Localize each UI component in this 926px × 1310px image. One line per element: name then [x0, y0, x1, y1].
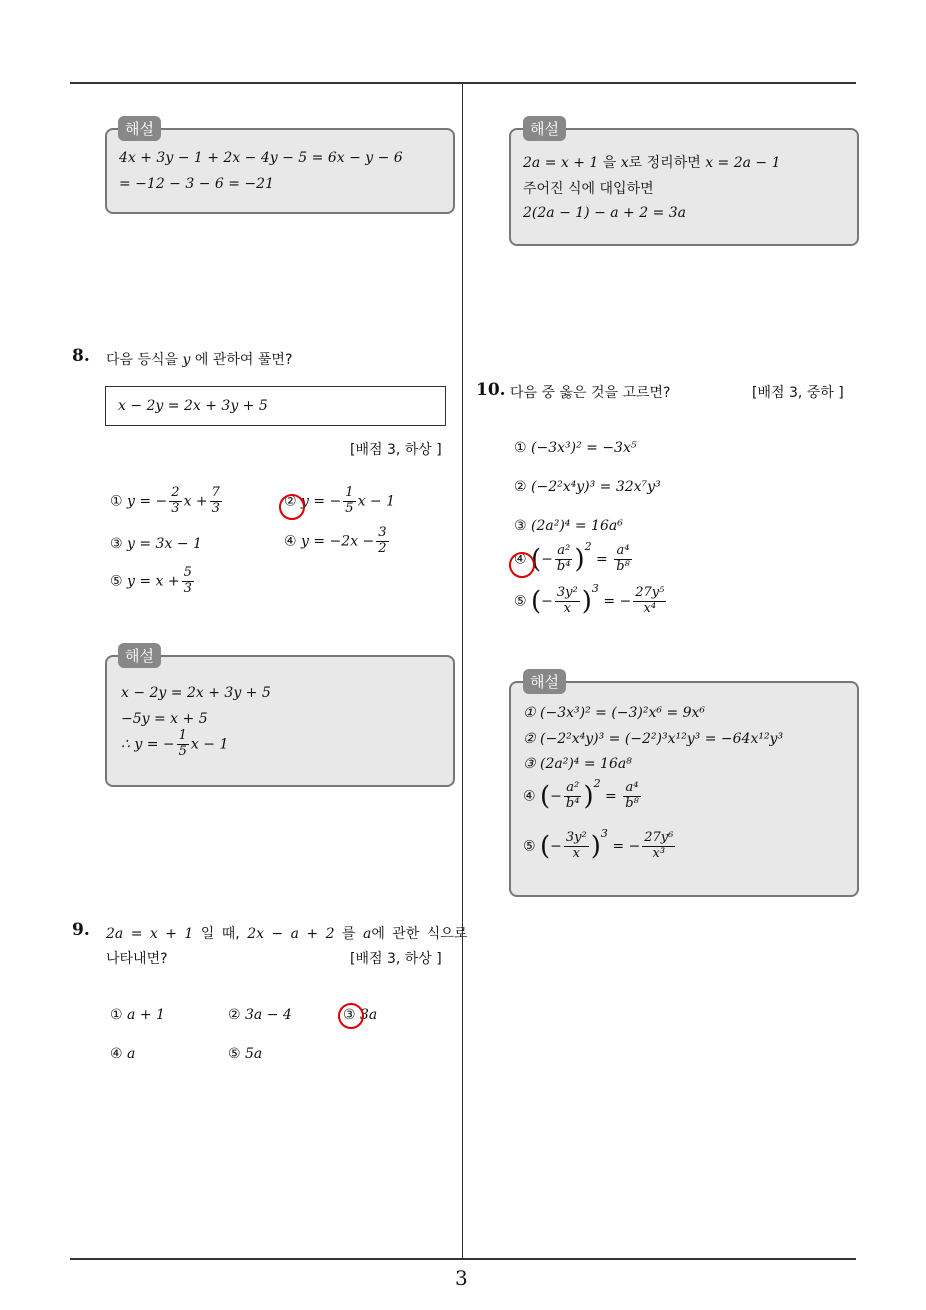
option-text: y = − [301, 493, 342, 510]
question-text-line2: 나타내면? [106, 951, 168, 967]
solution-line: 2a = x + 1 을 x로 정리하면 x = 2a − 1 [523, 155, 781, 171]
fraction: $\frac{5}{3}$ [183, 565, 192, 596]
question-text-part: 에 관하여 풀면? [194, 352, 293, 368]
fraction: $\frac{\text{3y²}}{x}$ [556, 585, 578, 616]
solution-tag: 해설 [523, 116, 566, 141]
option-text: y = −2x − [301, 533, 375, 550]
option-text: y = − [127, 493, 168, 510]
option-4[interactable]: ④ (− $\frac{\text{a²}}{\text{b⁴}}$ )$^2$ = $\frac{\text{a⁴}}{\text{b⁸}}$ [514, 539, 630, 575]
solution-line: −5y = x + 5 [121, 711, 208, 727]
solution-line: x − 2y = 2x + 3y + 5 [121, 685, 271, 701]
option-3[interactable] [110, 536, 202, 552]
option-text: 3a [360, 1007, 378, 1023]
option-text: (2a²)⁴ = 16a⁶ [531, 518, 623, 534]
option-1[interactable] [110, 1007, 165, 1023]
option-text: y = x + [127, 573, 180, 590]
solution-box-q9 [509, 128, 859, 246]
fraction: $\frac{\text{a⁴}}{\text{b⁸}}$ [625, 780, 639, 811]
solution-line: ① (−3x³)² = (−3)²x⁶ = 9x⁶ [523, 705, 706, 721]
answer-circle-mark [509, 552, 535, 578]
option-text: a [127, 1046, 136, 1062]
option-marker: ② [284, 493, 297, 510]
option-marker: ③ [343, 1007, 356, 1023]
solution-line: = −12 − 3 − 6 = −21 [119, 176, 274, 192]
question-text: 2a = x + 1 일 때, 2x − a + 2 를 a에 관한 식으로 [106, 926, 468, 942]
equation: x − 2y = 2x + 3y + 5 [118, 398, 268, 414]
column-divider [462, 84, 463, 1260]
question-number: 8. [72, 346, 90, 366]
fraction: $\frac{1}{5}$ [345, 485, 354, 516]
option-marker: ③ [110, 536, 123, 552]
option-marker: ④ [284, 533, 297, 550]
fraction: $\frac{\text{a⁴}}{\text{b⁸}}$ [616, 543, 630, 574]
fraction: $\frac{3}{2}$ [378, 525, 387, 556]
option-text: x + [183, 493, 208, 510]
option-1[interactable] [110, 486, 224, 517]
solution-line: ④ (− $\frac{\text{a²}}{\text{b⁴}}$ )$^2$ = $\frac{\text{a⁴}}{\text{b⁸}}$ [523, 776, 639, 812]
option-3[interactable] [514, 518, 623, 534]
question-text [106, 349, 292, 369]
solution-box-q8 [105, 655, 455, 787]
fraction: $\frac{\text{27y⁶}}{\text{x³}}$ [644, 830, 674, 861]
option-marker: ③ [514, 518, 527, 534]
fraction: $\frac{1}{5}$ [178, 728, 187, 759]
option-text: 5a [245, 1046, 263, 1062]
solution-box-q7 [105, 128, 455, 214]
option-text: a + 1 [127, 1007, 165, 1023]
solution-tag: 해설 [118, 643, 161, 668]
solution-line: 2(2a − 1) − a + 2 = 3a [523, 205, 687, 221]
option-4[interactable] [110, 1046, 135, 1062]
option-marker: ⑤ [110, 573, 123, 590]
solution-box-q10 [509, 681, 859, 897]
option-marker: ① [110, 1007, 123, 1023]
score-label: [배점 3, 중하 ] [752, 385, 844, 401]
option-5[interactable] [228, 1046, 262, 1062]
option-marker: ④ [514, 551, 527, 568]
top-rule [70, 82, 856, 84]
score-label: [배점 3, 하상 ] [350, 442, 442, 458]
solution-line: ⑤ (− $\frac{\text{3y²}}{x}$ )$^3$ = − $\frac{\text{27y⁶}}{\text{x³}}$ [523, 826, 674, 862]
score-label: [배점 3, 하상 ] [350, 951, 442, 967]
option-marker: ① [110, 493, 123, 510]
option-marker: ⑤ [514, 593, 527, 610]
question-text: 다음 중 옳은 것을 고르면? [510, 385, 671, 401]
page-number: 3 [455, 1266, 468, 1290]
option-text: (−3x³)² = −3x⁵ [531, 440, 637, 456]
option-text: y = 3x − 1 [127, 536, 202, 552]
solution-line: 주어진 식에 대입하면 [523, 181, 654, 197]
solution-line: ∴ y = − $\frac{1}{5}$ x − 1 [121, 728, 229, 759]
solution-line: ② (−2²x⁴y)³ = (−2²)³x¹²y³ = −64x¹²y³ [523, 731, 784, 747]
fraction: $\frac{\text{27y⁵}}{\text{x⁴}}$ [635, 585, 665, 616]
option-5[interactable]: ⑤ (− $\frac{\text{3y²}}{x}$ )$^3$ = − $\frac{\text{27y⁵}}{\text{x⁴}}$ [514, 581, 665, 617]
fraction: $\frac{7}{3}$ [211, 485, 220, 516]
fraction: $\frac{\text{3y²}}{x}$ [565, 830, 587, 861]
option-2[interactable] [514, 479, 661, 495]
option-5[interactable] [110, 566, 196, 597]
solution-line: 4x + 3y − 1 + 2x − 4y − 5 = 6x − y − 6 [119, 150, 403, 166]
option-marker: ② [514, 479, 527, 495]
option-marker: ① [514, 440, 527, 456]
fraction: $\frac{2}{3}$ [171, 485, 180, 516]
fraction: $\frac{\text{a²}}{\text{b⁴}}$ [556, 543, 571, 574]
option-marker: ④ [110, 1046, 123, 1062]
equation-box [105, 386, 446, 426]
option-marker: ⑤ [228, 1046, 241, 1062]
answer-circle-mark [279, 494, 305, 520]
question-number: 9. [72, 920, 90, 940]
fraction: $\frac{\text{a²}}{\text{b⁴}}$ [565, 780, 580, 811]
option-4[interactable] [284, 526, 391, 557]
option-text: (−2²x⁴y)³ = 32x⁷y³ [531, 479, 661, 495]
option-text: 3a − 4 [245, 1007, 292, 1023]
option-2[interactable] [228, 1007, 292, 1023]
question-number: 10. [476, 380, 506, 400]
solution-tag: 해설 [523, 669, 566, 694]
answer-circle-mark [338, 1003, 364, 1029]
option-text: x − 1 [357, 493, 396, 510]
solution-tag: 해설 [118, 116, 161, 141]
question-variable: y [182, 352, 191, 368]
solution-line: ③ (2a²)⁴ = 16a⁸ [523, 756, 632, 772]
bottom-rule [70, 1258, 856, 1260]
option-1[interactable] [514, 440, 636, 456]
option-marker: ② [228, 1007, 241, 1023]
question-text-part: 다음 등식을 [106, 352, 179, 368]
